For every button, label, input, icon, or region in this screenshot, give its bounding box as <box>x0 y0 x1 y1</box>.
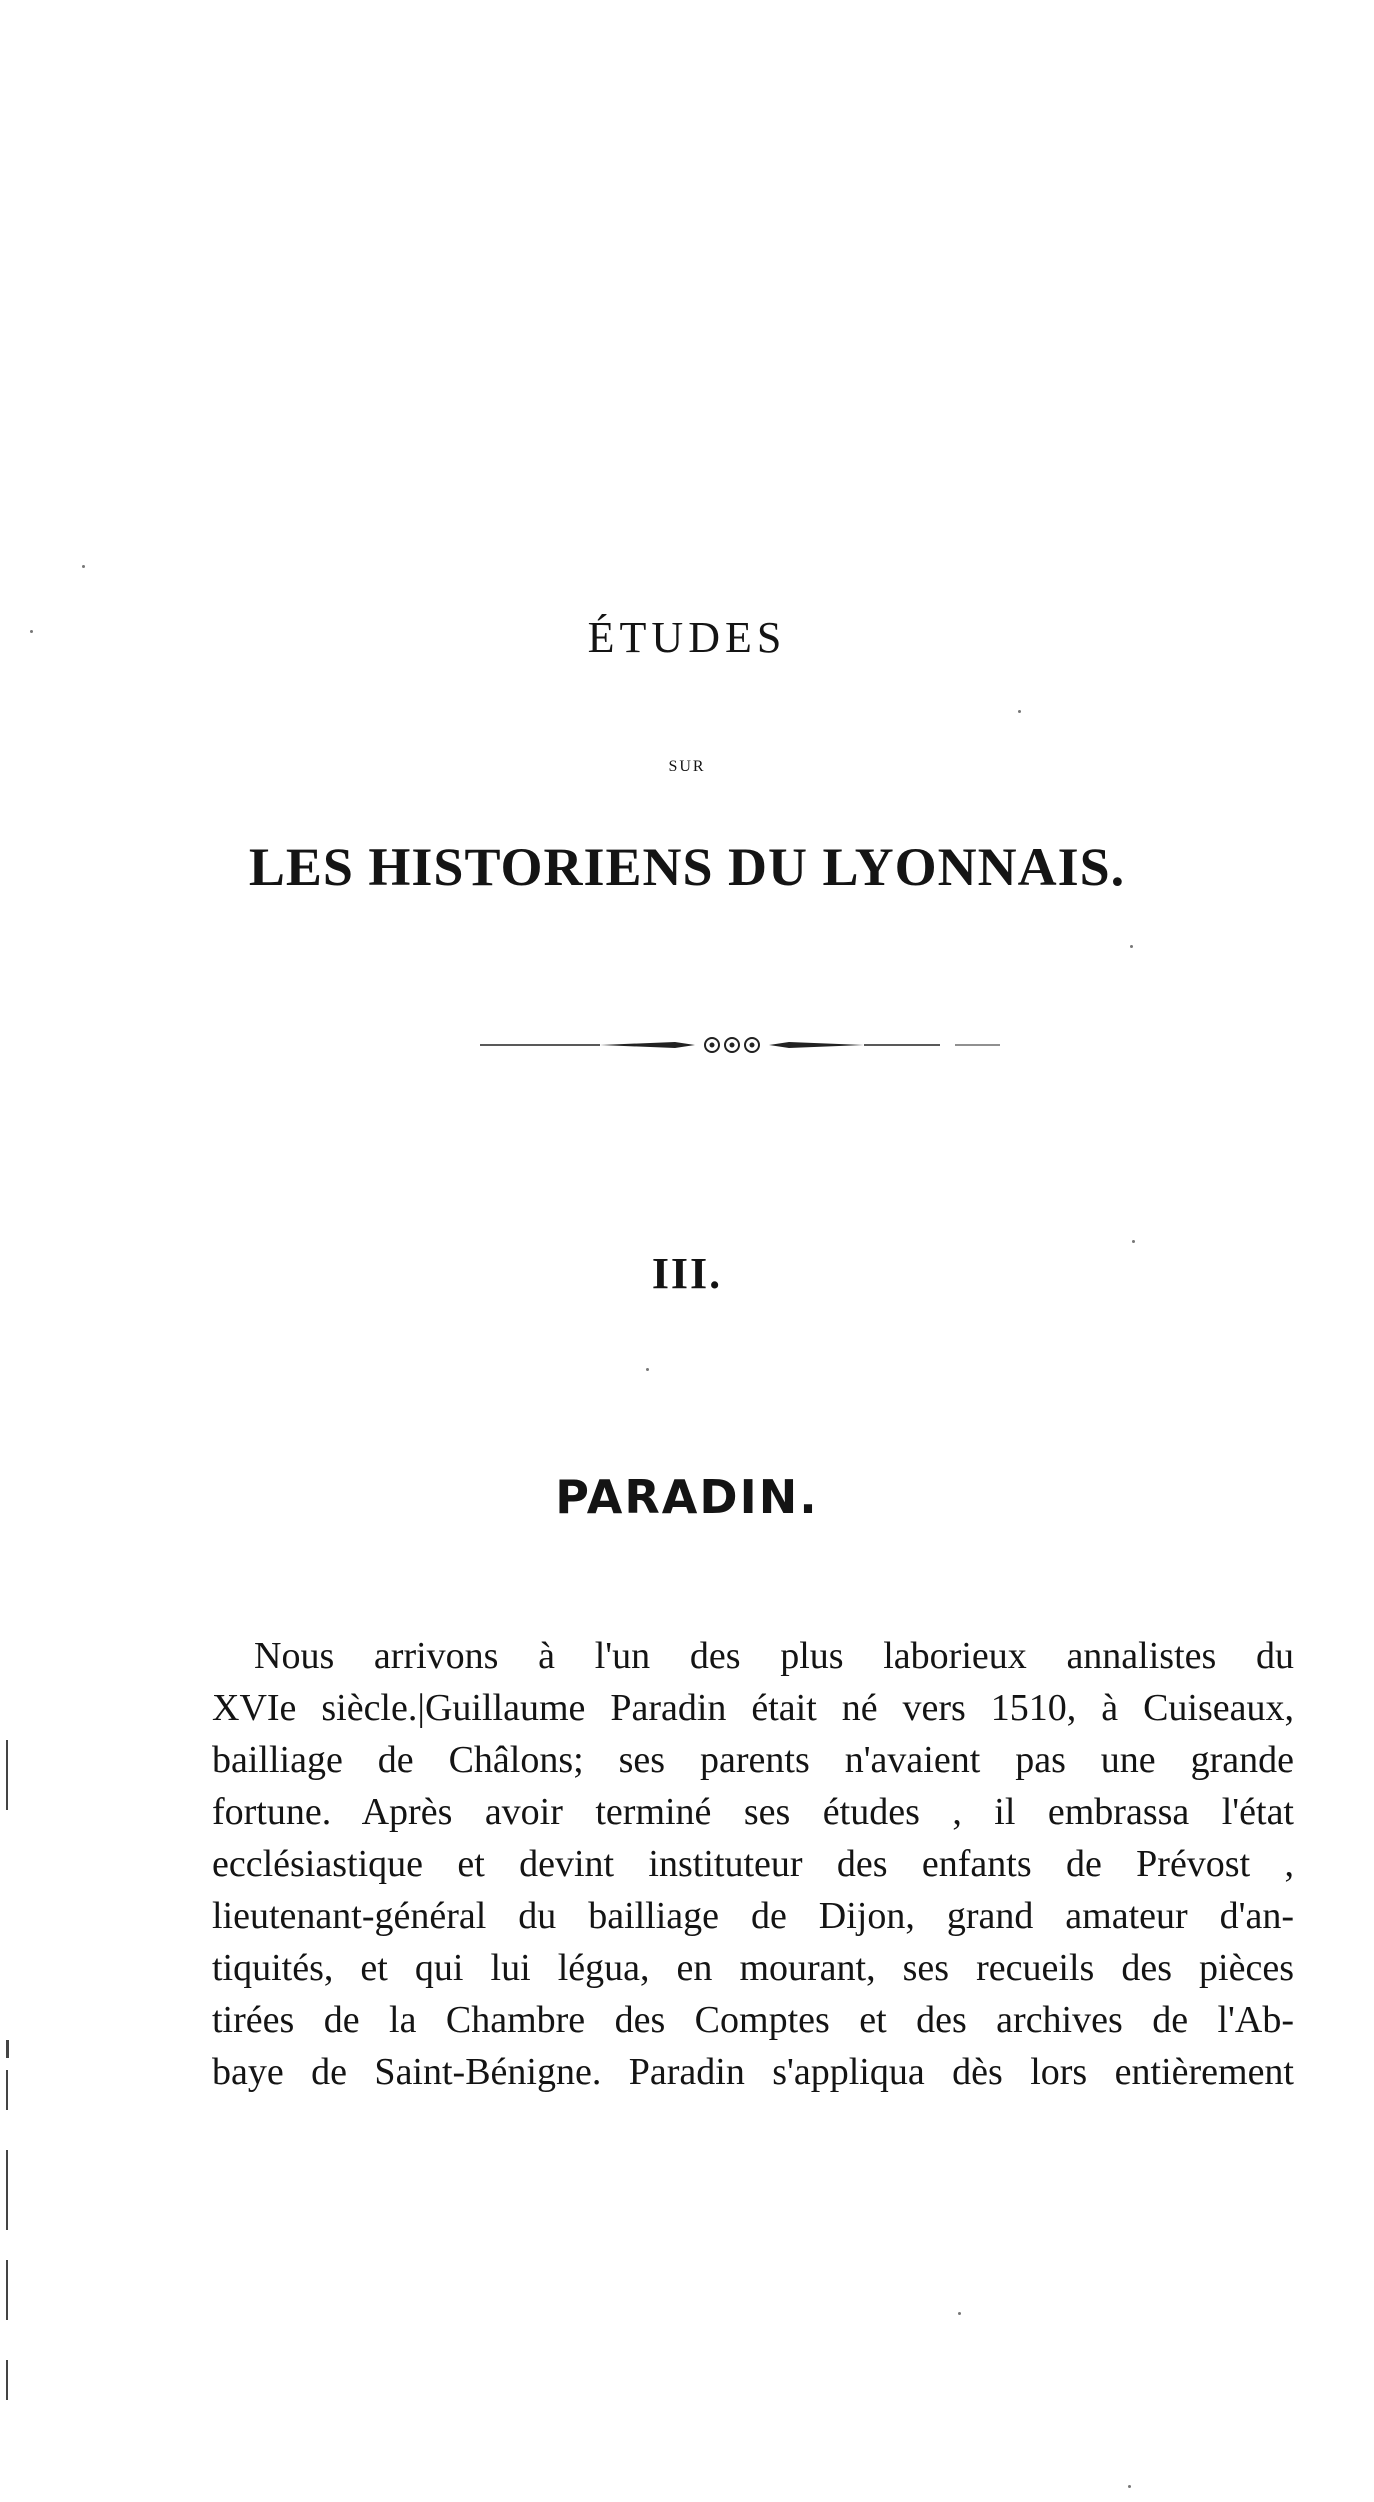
paper-speck <box>1132 1240 1135 1243</box>
body-paragraph <box>212 1630 1294 2098</box>
paper-speck <box>82 565 85 568</box>
paper-speck <box>1130 945 1133 948</box>
paper-speck <box>646 1368 649 1371</box>
section-number: III. <box>651 1249 723 1298</box>
text-line: baye de Saint-Bénigne. Paradin s'appliqua dès lors entièrement <box>212 2051 1294 2093</box>
text-line: fortune. Après avoir terminé ses études , il embrassa l'état <box>212 1791 1294 1833</box>
text-line: Nous arrivons à l'un des plus laborieux annalistes du <box>254 1635 1294 1677</box>
text-line: bailliage de Châlons; ses parents n'avaient pas une grande <box>212 1739 1294 1781</box>
paper-speck <box>1018 710 1021 713</box>
paper-speck <box>1128 2485 1131 2488</box>
text-line: lieutenant-général du bailliage de Dijon, grand amateur d'an- <box>212 1895 1294 1937</box>
text-line: XVIe siècle.|Guillaume Paradin était né vers 1510, à Cuiseaux, <box>212 1687 1294 1729</box>
paper-speck <box>958 2312 961 2315</box>
book-subtitle: LES HISTORIENS DU LYONNAIS. <box>248 837 1126 897</box>
text-line: ecclésiastique et devint instituteur des enfants de Prévost , <box>212 1843 1294 1885</box>
paper-speck <box>30 630 33 633</box>
chapter-title: PARADIN. <box>555 1470 819 1524</box>
book-title: ÉTUDES <box>587 613 787 662</box>
title-connector: SUR <box>668 758 706 775</box>
text-line: tirées de la Chambre des Comptes et des archives de l'Ab- <box>212 1999 1294 2041</box>
text-line: tiquités, et qui lui légua, en mourant, ses recueils des pièces <box>212 1947 1294 1989</box>
ornament-divider-icon <box>480 1030 1000 1060</box>
margin-scan-marks <box>6 1740 10 2440</box>
